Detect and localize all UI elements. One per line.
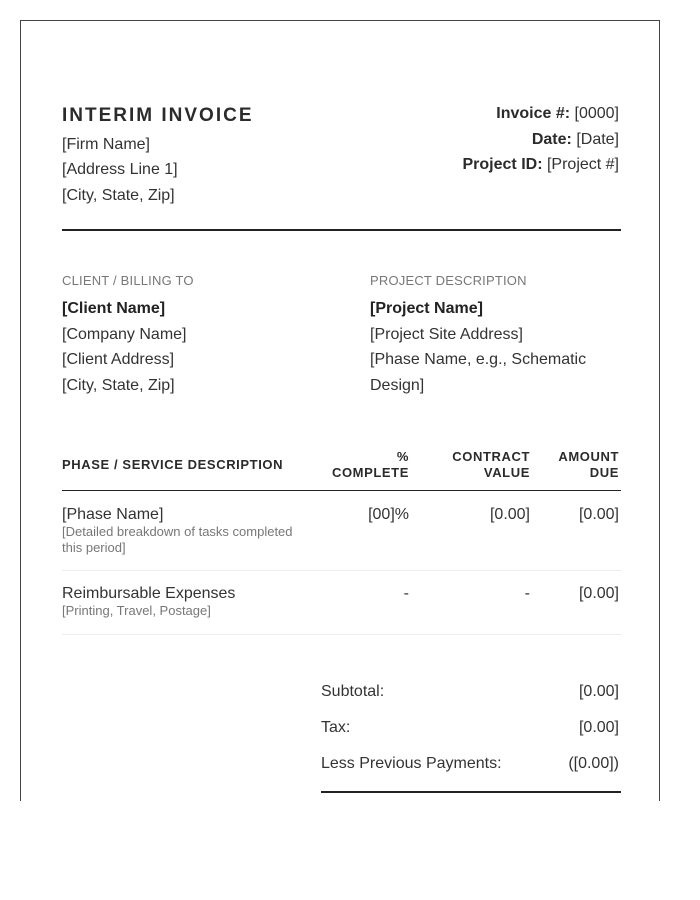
header-divider (62, 229, 621, 231)
header-complete (332, 449, 409, 481)
firm-address: [Address Line 1] (62, 161, 178, 178)
row1-detail-line1: [Detailed breakdown of tasks completed (62, 524, 293, 539)
project-id-value: [Project #] (546, 156, 619, 173)
client-city: [City, State, Zip] (62, 377, 175, 394)
subtotal-value: [0.00] (578, 683, 619, 700)
invoice-date (532, 131, 619, 149)
row2-contract: - (524, 585, 530, 602)
header-amount-line1: AMOUNT (558, 449, 619, 464)
row-divider (62, 570, 621, 571)
tax-value: [0.00] (578, 719, 619, 736)
invoice-number-label: Invoice #: (496, 105, 571, 122)
previous-payments-value: ([0.00]) (568, 755, 619, 772)
header-amount-line2: DUE (589, 465, 619, 480)
row1-title: [Phase Name] (62, 506, 164, 523)
row1-contract: [0.00] (489, 506, 530, 523)
subtotal-label: Subtotal: (321, 683, 385, 700)
project-phase: [Phase Name, e.g., Schematic (370, 351, 587, 368)
row2-detail-line1: [Printing, Travel, Postage] (62, 603, 211, 618)
header-contract-line2: VALUE (483, 465, 530, 480)
row1-detail-line2: this period] (62, 540, 126, 555)
totals-divider (321, 791, 621, 793)
client-company: [Company Name] (62, 326, 187, 343)
client-address: [Client Address] (62, 351, 175, 368)
row1-complete: [00]% (368, 506, 409, 523)
previous-payments-label: Less Previous Payments: (321, 755, 502, 772)
row-divider (62, 634, 621, 635)
firm-city: [City, State, Zip] (62, 187, 175, 204)
client-caption: CLIENT / BILLING TO (62, 273, 194, 288)
project-id-label: Project ID: (462, 156, 543, 173)
row2-complete: - (403, 585, 409, 602)
firm-name: [Firm Name] (62, 136, 150, 153)
invoice-title: INTERIM INVOICE (62, 105, 254, 126)
invoice-date-value: [Date] (576, 131, 619, 148)
project-id (463, 156, 620, 174)
row2-amount: [0.00] (578, 585, 619, 602)
invoice-number-value: [0000] (574, 105, 619, 122)
header-description: PHASE / SERVICE DESCRIPTION (62, 457, 284, 472)
table-header-divider (62, 490, 621, 491)
header-amount (558, 449, 619, 481)
project-phase-cont: Design] (370, 377, 425, 394)
invoice-number (496, 105, 619, 123)
tax-label: Tax: (321, 719, 351, 736)
header-complete-line1: % (396, 449, 409, 464)
project-caption: PROJECT DESCRIPTION (370, 273, 527, 288)
invoice-page (20, 20, 660, 801)
project-name: [Project Name] (370, 300, 483, 317)
header-complete-line2: COMPLETE (331, 465, 409, 480)
client-name: [Client Name] (62, 300, 166, 317)
row1-amount: [0.00] (578, 506, 619, 523)
row2-title: Reimbursable Expenses (62, 585, 236, 602)
header-contract (452, 449, 530, 481)
invoice-date-label: Date: (531, 131, 572, 148)
header-contract-line1: CONTRACT (452, 449, 530, 464)
project-site: [Project Site Address] (370, 326, 523, 343)
